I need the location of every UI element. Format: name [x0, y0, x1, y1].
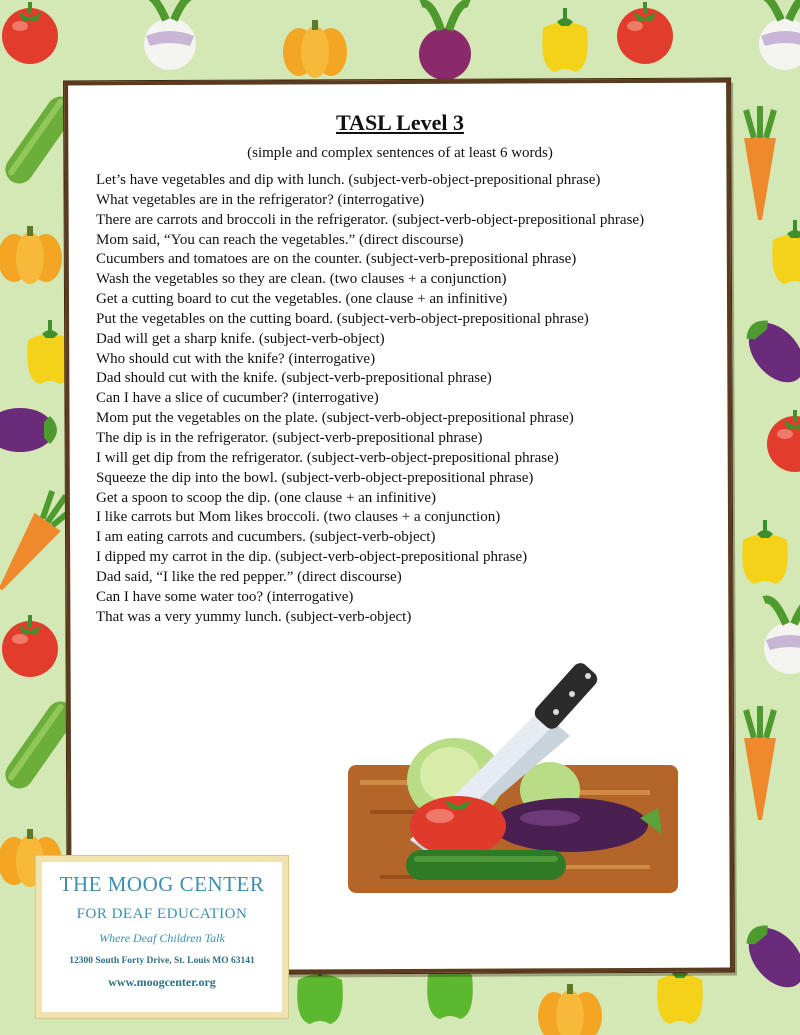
sentence-list	[96, 171, 644, 627]
sentence-line: I like carrots but Mom likes broccoli. (two clauses + a conjunction)	[96, 509, 501, 526]
sentence-line: Who should cut with the knife? (interrogative)	[96, 350, 376, 367]
logo-subname: FOR DEAF EDUCATION	[76, 906, 248, 922]
sentence-line: Can I have a slice of cucumber? (interrogative)	[96, 390, 379, 407]
page-subtitle: (simple and complex sentences of at least 6 words)	[247, 145, 553, 161]
logo-tagline: Where Deaf Children Talk	[99, 931, 225, 945]
sentence-line: There are carrots and broccoli in the refrigerator. (subject-verb-object-prepositional phrase)	[96, 211, 645, 228]
sentence-line: Dad said, “I like the red pepper.” (direct discourse)	[96, 568, 402, 585]
sentence-line: I dipped my carrot in the dip. (subject-verb-object-prepositional phrase)	[96, 549, 528, 566]
sentence-line: Mom said, “You can reach the vegetables.” (direct discourse)	[96, 231, 464, 248]
sentence-line: Cucumbers and tomatoes are on the counter. (subject-verb-prepositional phrase)	[96, 251, 577, 268]
sentence-line: Wash the vegetables so they are clean. (two clauses + a conjunction)	[96, 271, 507, 288]
sentence-line: Squeeze the dip into the bowl. (subject-verb-object-prepositional phrase)	[96, 469, 534, 486]
logo-address: 12300 South Forty Drive, St. Louis MO 63141	[69, 956, 255, 966]
logo-url[interactable]: www.moogcenter.org	[108, 975, 216, 989]
sentence-line: I will get dip from the refrigerator. (subject-verb-object-prepositional phrase)	[96, 449, 559, 466]
page-title: TASL Level 3	[336, 110, 464, 135]
sentence-line: Dad will get a sharp knife. (subject-verb-object)	[96, 330, 385, 347]
sentence-line: Get a spoon to scoop the dip. (one clause + an infinitive)	[96, 489, 437, 506]
sentence-line: Get a cutting board to cut the vegetables. (one clause + an infinitive)	[96, 291, 508, 308]
logo-name: THE MOOG CENTER	[59, 872, 265, 896]
moog-center-logo	[36, 856, 288, 1018]
sentence-line: The dip is in the refrigerator. (subject-verb-prepositional phrase)	[96, 429, 483, 446]
sentence-line: Put the vegetables on the cutting board. (subject-verb-object-prepositional phrase)	[96, 310, 589, 327]
cucumber-icon	[406, 850, 566, 880]
sentence-line: Let’s have vegetables and dip with lunch. (subject-verb-object-prepositional phrase)	[96, 172, 601, 188]
sentence-line: Mom put the vegetables on the plate. (subject-verb-object-prepositional phrase)	[96, 410, 574, 427]
cutting-board-illustration	[340, 640, 685, 900]
sentence-line: Can I have some water too? (interrogative)	[96, 588, 354, 605]
sentence-line: What vegetables are in the refrigerator? (interrogative)	[96, 191, 425, 208]
sentence-line: That was a very yummy lunch. (subject-verb-object)	[96, 608, 412, 625]
tomato-icon	[410, 796, 506, 856]
sentence-line: I am eating carrots and cucumbers. (subject-verb-object)	[96, 529, 436, 546]
sentence-line: Dad should cut with the knife. (subject-verb-prepositional phrase)	[96, 370, 492, 387]
